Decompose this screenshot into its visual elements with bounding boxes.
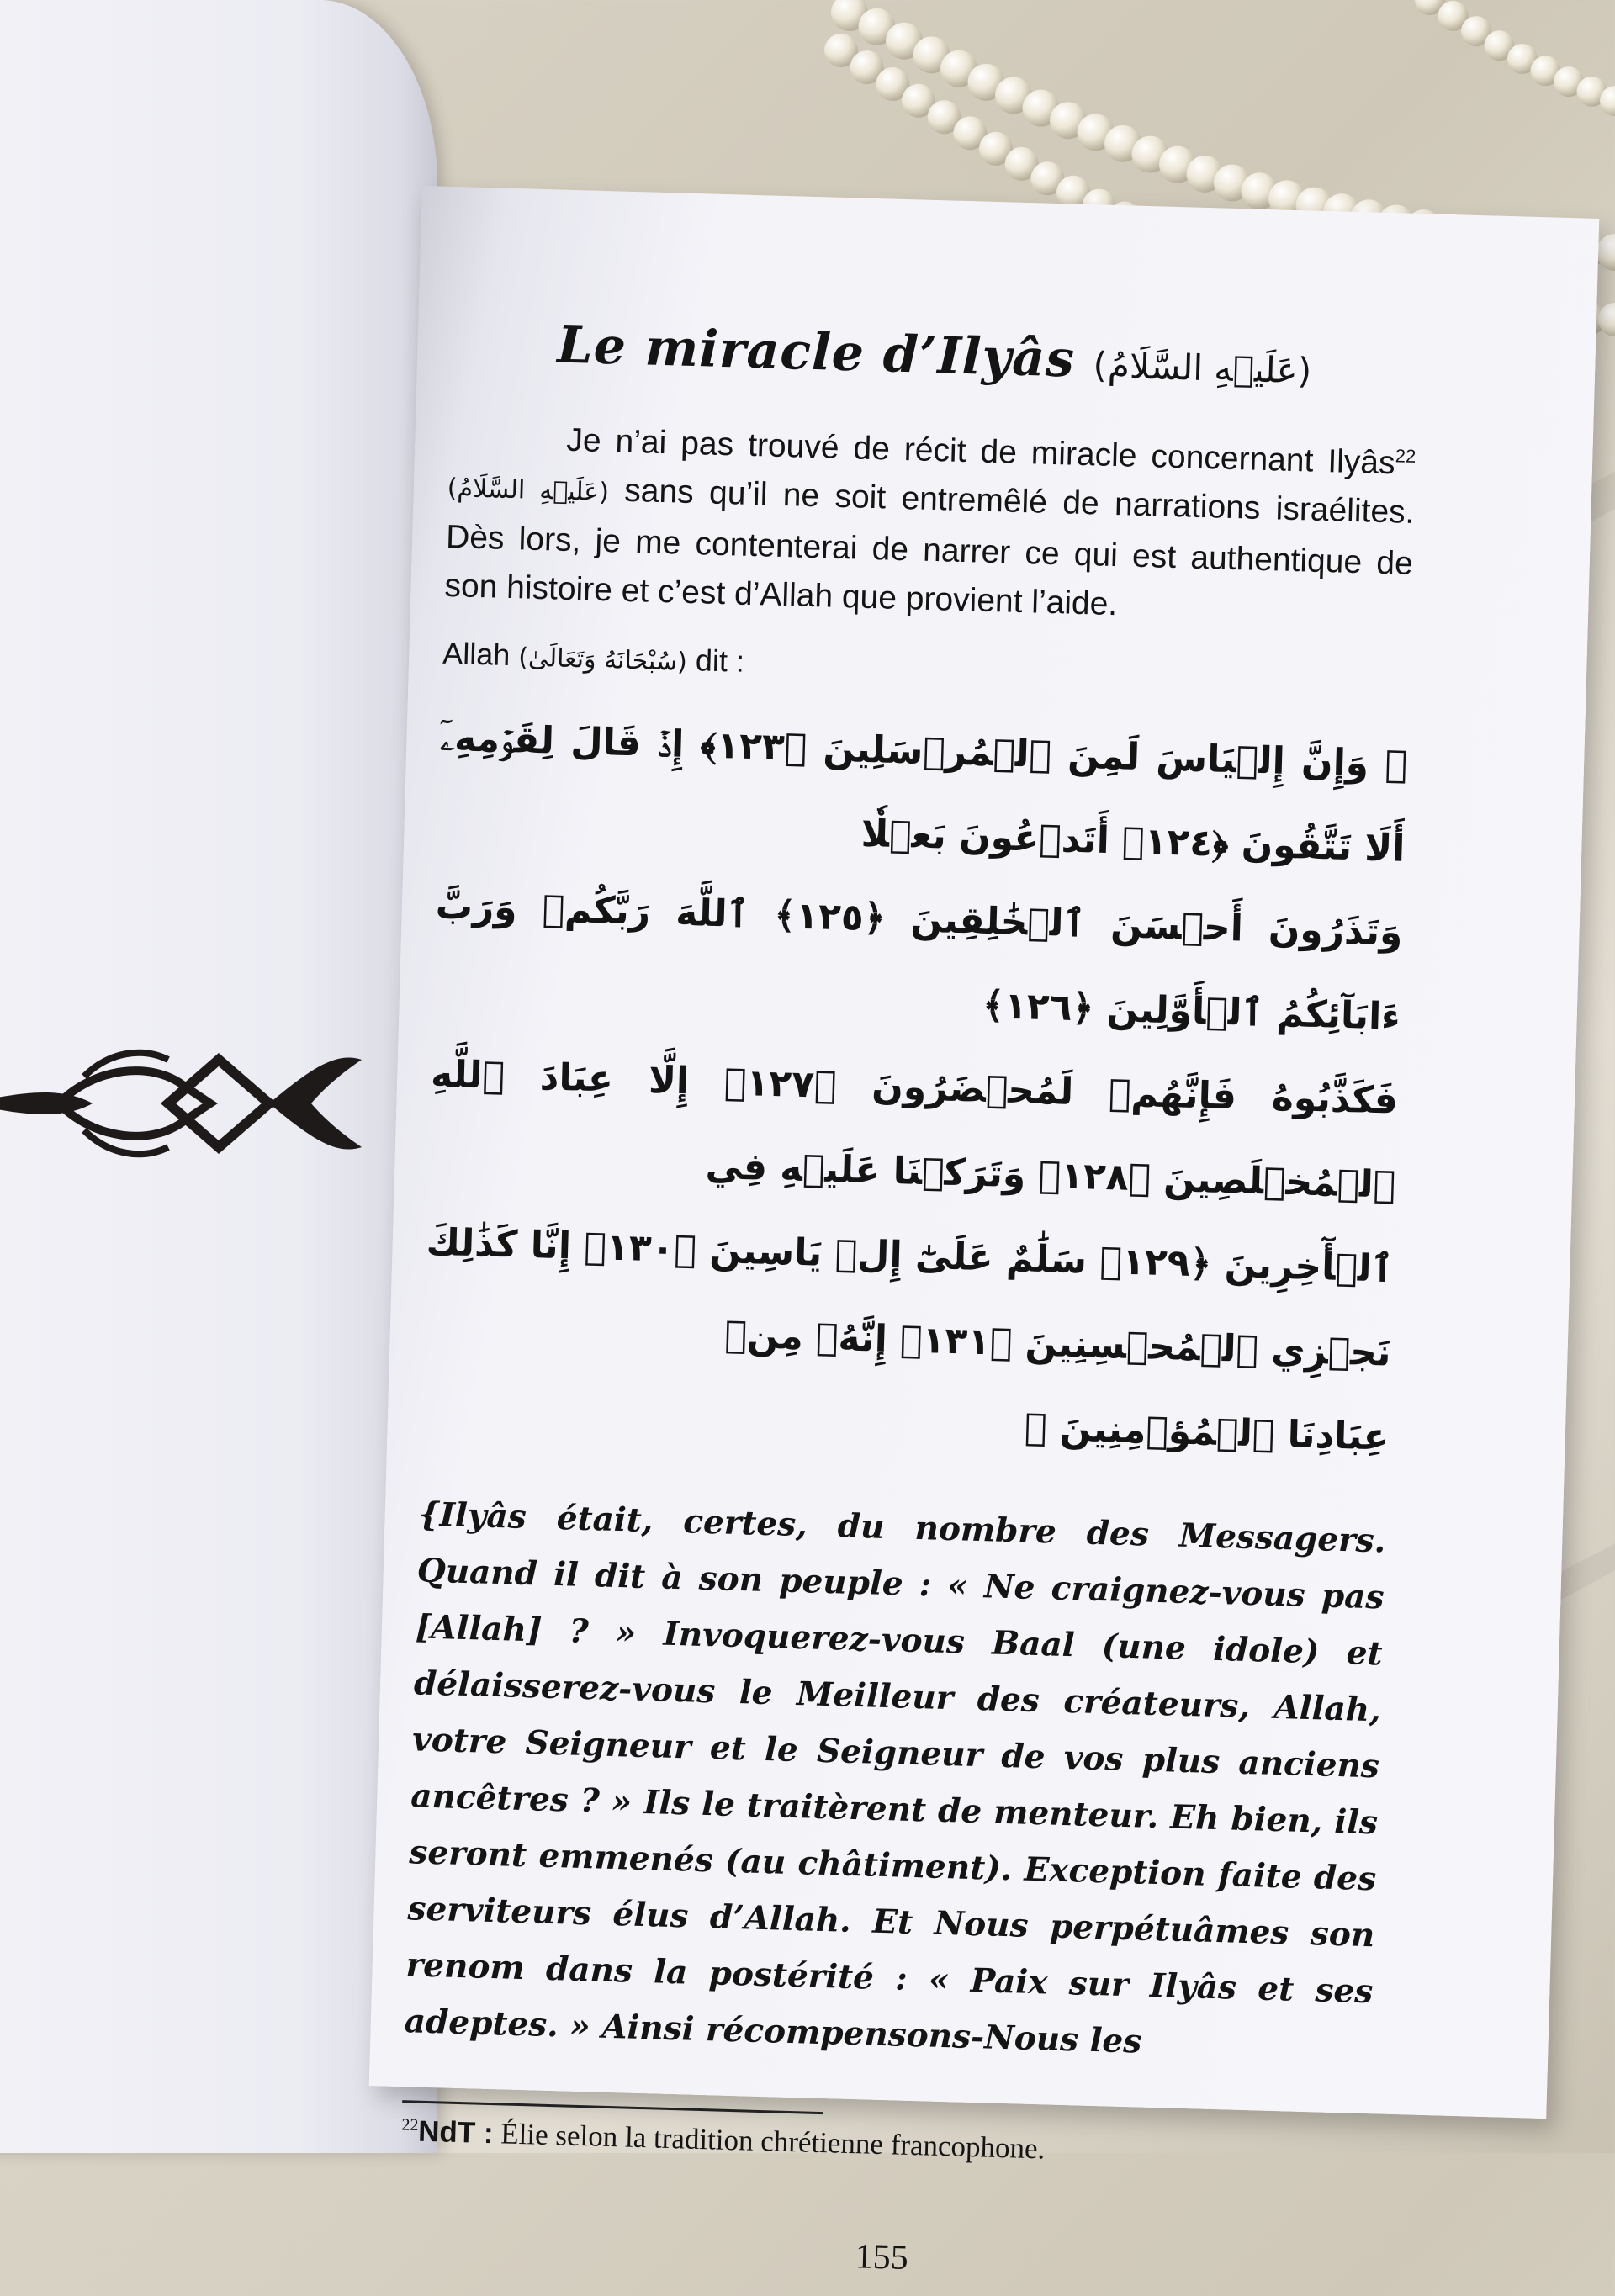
pearl — [1187, 156, 1224, 193]
pearl — [1531, 56, 1561, 86]
pearl — [1078, 114, 1115, 151]
pearl — [1485, 30, 1515, 61]
intro-text-part1: Je n’ai pas trouvé de récit de miracle concernant Ilyâs — [565, 421, 1396, 482]
quran-line: ٱلۡأٓخِرِينَ ﴿١٢٩﴾ سَلَٰمٌ عَلَىٰٓ إِلۡ يَاسِينَ ﴿١٣٠﴾ إِنَّا كَذَٰلِكَ نَجۡزِي ٱلۡمُحۡسِنِينَ ﴿١٣١﴾ إِنَّهُۥ مِنۡ — [426, 1220, 1395, 1375]
pearl — [1596, 234, 1615, 271]
chapter-title-honorific: (عَلَيۡهِ السَّلَامُ) — [1093, 344, 1313, 392]
pearl — [831, 0, 868, 31]
page-number: 155 — [855, 2237, 909, 2277]
allah-dit-line — [442, 636, 1411, 698]
pearl — [968, 64, 1005, 101]
chapter-title — [451, 313, 1420, 399]
footnote-divider — [402, 2100, 823, 2114]
pearl — [1461, 16, 1491, 46]
pearl — [824, 34, 858, 67]
quran-line: فَكَذَّبُوهُ فَإِنَّهُمۡ لَمُحۡضَرُونَ ﴿١٢٧﴾ إِلَّا عِبَادَ ٱللَّهِ ٱلۡمُخۡلَصِينَ ﴿١٢٨﴾ وَتَرَكۡنَا عَلَيۡهِ فِي — [430, 1052, 1399, 1207]
pearl — [913, 36, 950, 73]
footnote — [401, 2114, 1369, 2175]
pearl — [1600, 86, 1615, 116]
pearl — [1438, 1, 1469, 31]
pearl — [1132, 136, 1169, 173]
pearl — [886, 23, 923, 60]
ornament-flourish — [0, 1034, 387, 1177]
pearl — [1050, 102, 1087, 139]
pearl — [979, 132, 1013, 166]
footnote-text: Élie selon la tradition chrétienne francophone. — [500, 2117, 1046, 2166]
pearl — [876, 67, 909, 101]
pearl — [1598, 303, 1615, 336]
pearl — [1030, 161, 1064, 195]
footnote-label: NdT : — [417, 2114, 495, 2151]
chapter-title-text: Le miracle d’Ilyâs — [556, 315, 1076, 389]
pearl — [1577, 77, 1607, 107]
allah-word: Allah — [442, 635, 511, 673]
pearl — [1104, 125, 1141, 162]
left-page — [0, 0, 437, 2153]
pearl — [1415, 0, 1445, 15]
page-content — [398, 313, 1419, 2291]
dit-word: dit : — [695, 643, 745, 679]
quran-line: وَتَذَرُونَ أَحۡسَنَ ٱلۡخَٰلِقِينَ ﴿١٢٥﴾ ٱللَّهَ رَبَّكُمۡ وَرَبَّ ءَابَآئِكُمُ ٱلۡأَوَّلِينَ ﴿١٢٦﴾ — [435, 884, 1404, 1039]
allah-honorific: (سُبْحَانَهُ وَتَعَالَىٰ) — [517, 643, 688, 677]
footnote-reference: 22 — [1395, 445, 1416, 468]
pearl — [850, 50, 884, 84]
intro-paragraph — [444, 405, 1416, 637]
quran-verses — [421, 696, 1409, 1480]
pearl — [1005, 147, 1039, 181]
pearl — [940, 50, 977, 87]
pearl — [1159, 146, 1196, 183]
pearl — [953, 116, 987, 150]
intro-honorific: (عَلَيۡهِ السَّلَامُ) — [447, 473, 610, 508]
pearl — [859, 8, 896, 45]
right-page — [369, 186, 1600, 2277]
pearl — [1507, 44, 1538, 74]
pearl — [1242, 172, 1279, 209]
quran-line: ﴿ وَإِنَّ إِلۡيَاسَ لَمِنَ ٱلۡمُرۡسَلِينَ ﴿١٢٣﴾ إِذۡ قَالَ لِقَوۡمِهِۦٓ أَلَا تَتَّقُونَ ﴿١٢٤﴾ أَتَدۡعُونَ بَعۡلٗا — [439, 716, 1408, 870]
translation-paragraph: {Ilyâs était, certes, du nombre des Messagers. Quand il dit à son peuple : « Ne craignez-vous pas [Allah] ? » Invoquerez-vous Baal (une idole) et délaisserez-vous le Meilleur des créateurs, Allah, votre Seigneur et le Seigneur de vos plus anciens ancêtres ? » Ils le traitèrent de menteur. Eh bien, ils seront emmenés (au châtiment). Exception faite des serviteurs élus d’Allah. Et Nous perpétuâmes son renom dans la postérité : « Paix sur Ilyâs et ses adeptes. » Ainsi récompensons-Nous les — [404, 1495, 1386, 2061]
pearl — [902, 84, 935, 118]
pearl — [1554, 66, 1584, 97]
intro-text-part2: sans qu’il ne soit entremêlé de narrations israélites. Dès lors, je me contenterai de narrer ce qui est authentique de son histoire et c’est d’Allah que provient l’aide. — [443, 472, 1416, 623]
pearl — [995, 77, 1032, 114]
pearl — [1023, 90, 1060, 127]
pearl — [1214, 165, 1251, 202]
quran-line: عِبَادِنَا ٱلۡمُؤۡمِنِينَ ﴾ — [1024, 1405, 1390, 1459]
footnote-number: 22 — [401, 2115, 419, 2135]
pearl — [928, 100, 961, 134]
